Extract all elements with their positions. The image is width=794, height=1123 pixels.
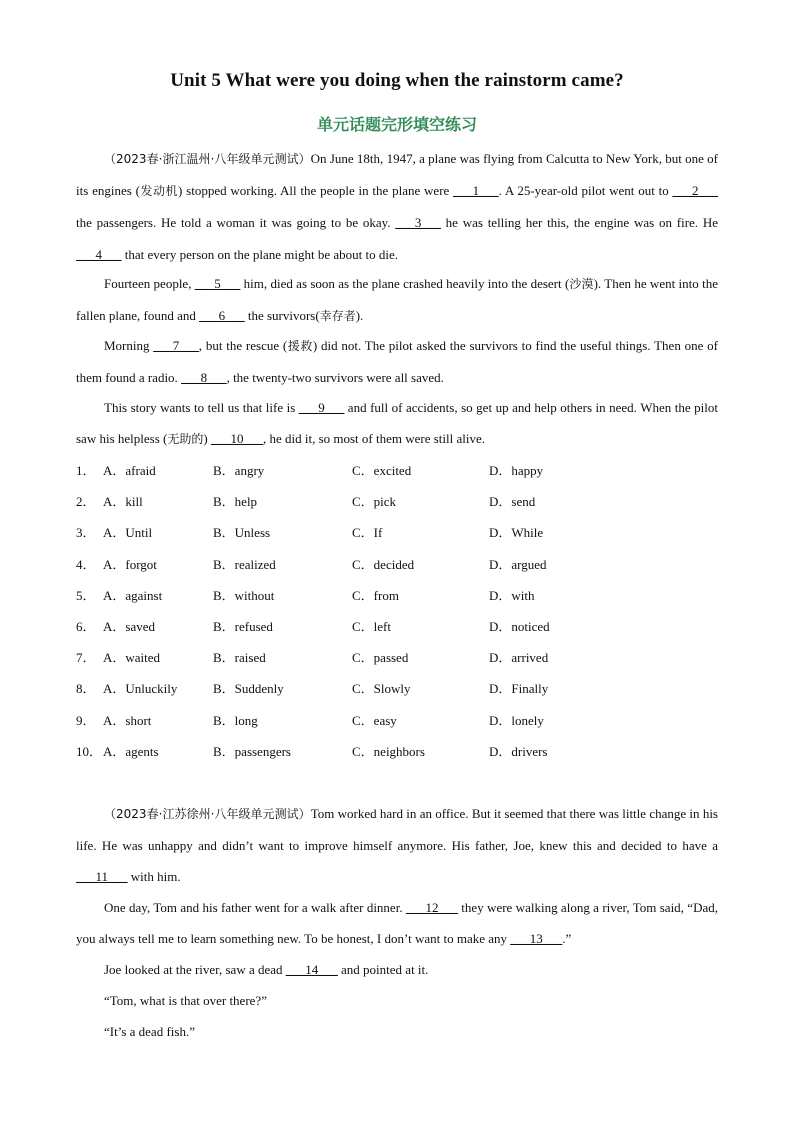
option-c: C．decided — [352, 556, 415, 572]
option-c: C．neighbors — [352, 743, 425, 759]
blank-11: ___11___ — [76, 869, 128, 885]
option-b: B．long — [213, 712, 258, 728]
option-d: D．send — [489, 494, 536, 510]
option-a: A．Unluckily — [103, 681, 178, 697]
option-c: C．excited — [352, 463, 412, 478]
blank-6: ___6___ — [199, 308, 245, 324]
passage2-paragraph5: “It’s a dead fish.” — [104, 1024, 195, 1039]
passage2-paragraph2: One day, Tom and his father went for a walk after dinner. ___12___ they were walking along a river, Tom said, “Dad, you always tell me to learn something new. To be honest, I don’t want to make any ___13___.” — [76, 900, 718, 947]
option-d: D．Finally — [489, 681, 549, 697]
blank-5: ___5___ — [194, 276, 241, 291]
option-row: 1． A．afraid B．angry C．excited D．happy — [76, 455, 696, 486]
option-b: B．raised — [213, 650, 266, 666]
option-b: B．angry — [213, 463, 265, 478]
blank-12: ___12___ — [405, 900, 458, 915]
option-b: B．refused — [213, 618, 273, 634]
option-a: A．against — [103, 587, 163, 603]
page-subtitle: 单元话题完形填空练习 — [316, 115, 477, 134]
page-title: Unit 5 What were you doing when the rainstorm came? — [170, 70, 624, 91]
blank-7: ___7___ — [153, 338, 199, 353]
option-c: C．from — [352, 587, 399, 603]
option-c: C．pick — [352, 494, 397, 510]
blank-14: ___14___ — [285, 962, 338, 977]
option-row: 7． A．waited B．raised C．passed D．arrived — [76, 642, 696, 673]
passage2-paragraph3: Joe looked at the river, saw a dead ___14___ and pointed at it. — [104, 962, 429, 977]
blank-1: ___1___ — [453, 183, 499, 199]
option-c: C．passed — [352, 650, 409, 666]
passage2-paragraph4: “Tom, what is that over there?” — [104, 993, 267, 1008]
option-row: 10． A．agents B．passengers C．neighbors D．drivers — [76, 736, 696, 767]
option-a: A．afraid — [103, 463, 156, 478]
option-b: B．Unless — [213, 525, 271, 541]
option-b: B．without — [213, 587, 275, 603]
option-row: 3． A．Until B．Unless C．If D．While — [76, 517, 696, 548]
option-d: D．argued — [489, 556, 547, 572]
option-c: C．If — [352, 525, 383, 541]
option-row: 9． A．short B．long C．easy D．lonely — [76, 705, 696, 736]
source-note: （2023春·江苏徐州·八年级单元测试） — [104, 807, 311, 821]
blank-8: ___8___ — [181, 370, 227, 386]
option-d: D．with — [489, 587, 535, 603]
option-a: A．saved — [103, 618, 155, 634]
answer-options — [76, 455, 696, 767]
option-c: C．easy — [352, 712, 397, 728]
blank-9: ___9___ — [298, 400, 345, 415]
passage1-paragraph4: This story wants to tell us that life is ___9___ and full of accidents, so get up and help others in need. When the pilot saw his helpless (无助的) ___10___, he did it, so most of them were still alive. — [76, 400, 718, 447]
option-row: 6． A．saved B．refused C．left D．noticed — [76, 611, 696, 642]
option-b: B．help — [213, 494, 258, 510]
option-d: D．drivers — [489, 743, 548, 759]
option-d: D．noticed — [489, 618, 550, 634]
option-d: D．happy — [489, 463, 544, 478]
blank-13: ___13___ — [510, 931, 563, 947]
option-a: A．forgot — [103, 556, 157, 572]
option-row: 4． A．forgot B．realized C．decided D．argued — [76, 549, 696, 580]
blank-3: ___3___ — [395, 215, 441, 231]
option-a: A．agents — [103, 743, 159, 759]
passage1-paragraph1: （2023春·浙江温州·八年级单元测试）On June 18th, 1947, a plane was flying from Calcutta to New York, but one of its engines (发动机) stopped working. All the people in the plane were ___1___. A 25-year-old pilot went out to ___2___ the passengers. He told a woman it was going to be okay. ___3___ he was telling her this, the engine was on fire. He ___4___ that every person on the plane might be about to die. — [76, 151, 718, 262]
passage1-paragraph3: Morning ___7___, but the rescue (援救) did not. The pilot asked the survivors to find the useful things. Then one of them found a radio. ___8___, the twenty-two survivors were all saved. — [76, 338, 718, 386]
blank-2: ___2___ — [672, 183, 718, 199]
option-c: C．Slowly — [352, 681, 411, 697]
source-note: （2023春·浙江温州·八年级单元测试） — [104, 152, 311, 166]
option-row: 8． A．Unluckily B．Suddenly C．Slowly D．Finally — [76, 673, 696, 704]
passage2-paragraph1: （2023春·江苏徐州·八年级单元测试）Tom worked hard in an office. But it seemed that there was little change in his life. He was unhappy and didn’t want to improve himself anymore. His father, Joe, knew this and decided to have a ___11___ with him. — [76, 806, 718, 885]
option-b: B．Suddenly — [213, 681, 284, 697]
option-row: 2． A．kill B．help C．pick D．send — [76, 486, 696, 517]
option-d: D．arrived — [489, 650, 549, 666]
option-d: D．While — [489, 525, 544, 541]
option-row: 5． A．against B．without C．from D．with — [76, 580, 696, 611]
option-a: A．waited — [103, 650, 161, 666]
passage1-paragraph2: Fourteen people, ___5___ him, died as soon as the plane crashed heavily into the desert (沙漠). Then he went into the fallen plane, found and ___6___ the survivors(幸存者). — [76, 276, 718, 324]
option-a: A．short — [103, 712, 152, 728]
blank-4: ___4___ — [76, 246, 122, 262]
option-a: A．Until — [103, 525, 153, 541]
option-b: B．realized — [213, 556, 276, 572]
option-b: B．passengers — [213, 743, 291, 759]
option-a: A．kill — [103, 494, 143, 510]
blank-10: ___10___ — [210, 431, 263, 447]
option-d: D．lonely — [489, 712, 544, 728]
option-c: C．left — [352, 618, 391, 634]
